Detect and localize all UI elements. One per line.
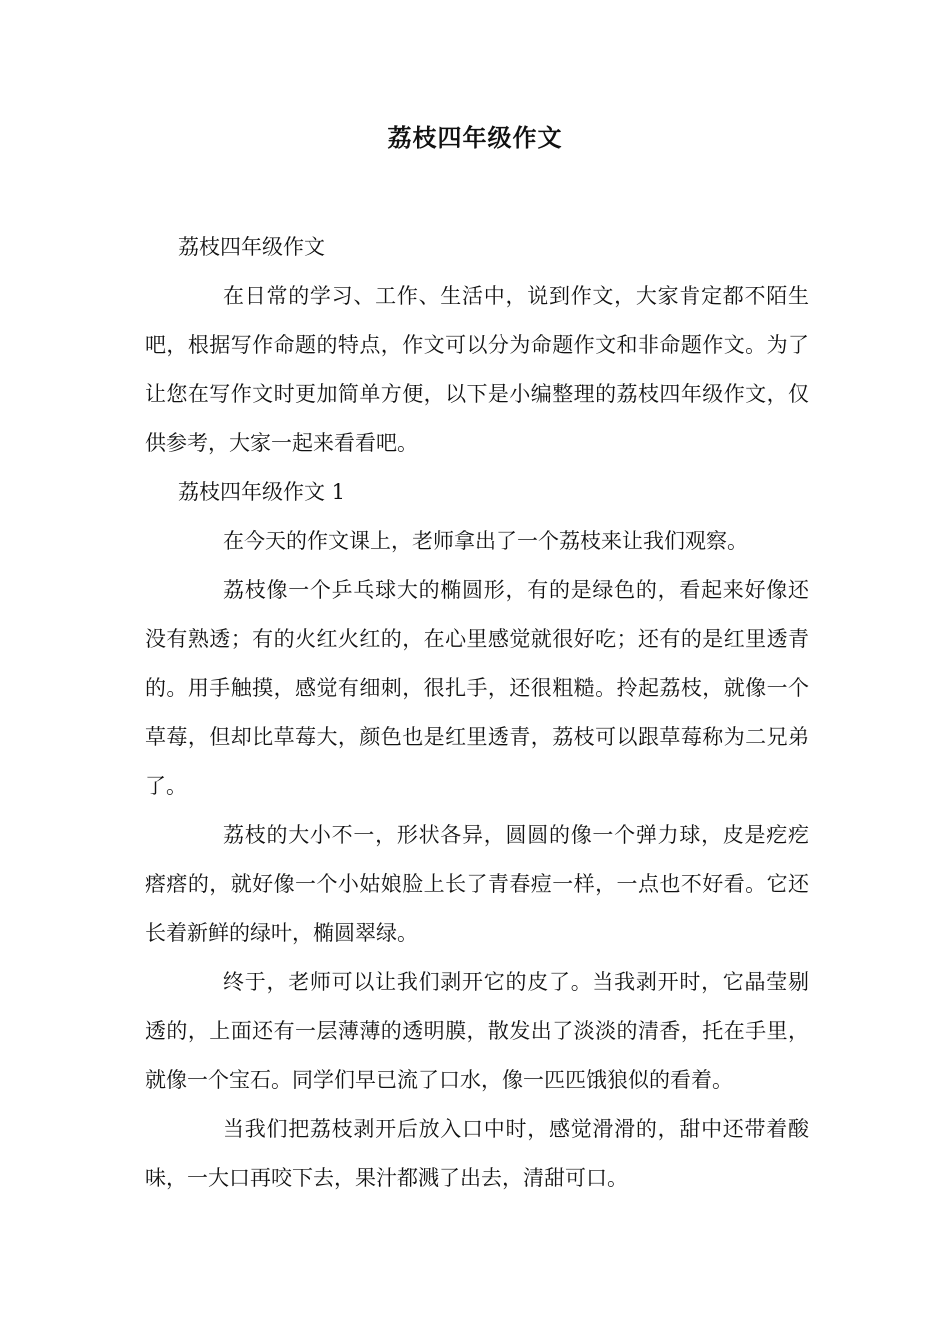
paragraph-2: 荔枝像一个乒乓球大的椭圆形，有的是绿色的，看起来好像还没有熟透；有的火红火红的，在心里感觉就很好吃；还有的是红里透青的。用手触摸，感觉有细刺，很扎手，还很粗糙。拎起荔枝，就像一个草莓，但却比草莓大，颜色也是红里透青，荔枝可以跟草莓称为二兄弟了。: [145, 578, 809, 798]
subheading-essay-1: 荔枝四年级作文 1: [178, 480, 346, 504]
paragraph-3: 荔枝的大小不一，形状各异，圆圆的像一个弹力球，皮是疙疙瘩瘩的，就好像一个小姑娘脸上长了青春痘一样，一点也不好看。它还长着新鲜的绿叶，椭圆翠绿。: [145, 823, 809, 945]
document-title: 荔枝四年级作文: [387, 123, 563, 152]
paragraph-intro: 在日常的学习、工作、生活中，说到作文，大家肯定都不陌生吧，根据写作命题的特点，作文可以分为命题作文和非命题作文。为了让您在写作文时更加简单方便，以下是小编整理的荔枝四年级作文，仅供参考，大家一起来看看吧。: [145, 284, 809, 455]
subheading-intro: 荔枝四年级作文: [178, 235, 325, 259]
paragraph-1: 在今天的作文课上，老师拿出了一个荔枝来让我们观察。: [223, 529, 748, 553]
document-body: [145, 223, 809, 1203]
paragraph-5: 当我们把荔枝剥开后放入口中时，感觉滑滑的，甜中还带着酸味，一大口再咬下去，果汁都溅了出去，清甜可口。: [145, 1117, 809, 1190]
paragraph-4: 终于，老师可以让我们剥开它的皮了。当我剥开时，它晶莹剔透的，上面还有一层薄薄的透明膜，散发出了淡淡的清香，托在手里，就像一个宝石。同学们早已流了口水，像一匹匹饿狼似的看着。: [145, 970, 809, 1092]
